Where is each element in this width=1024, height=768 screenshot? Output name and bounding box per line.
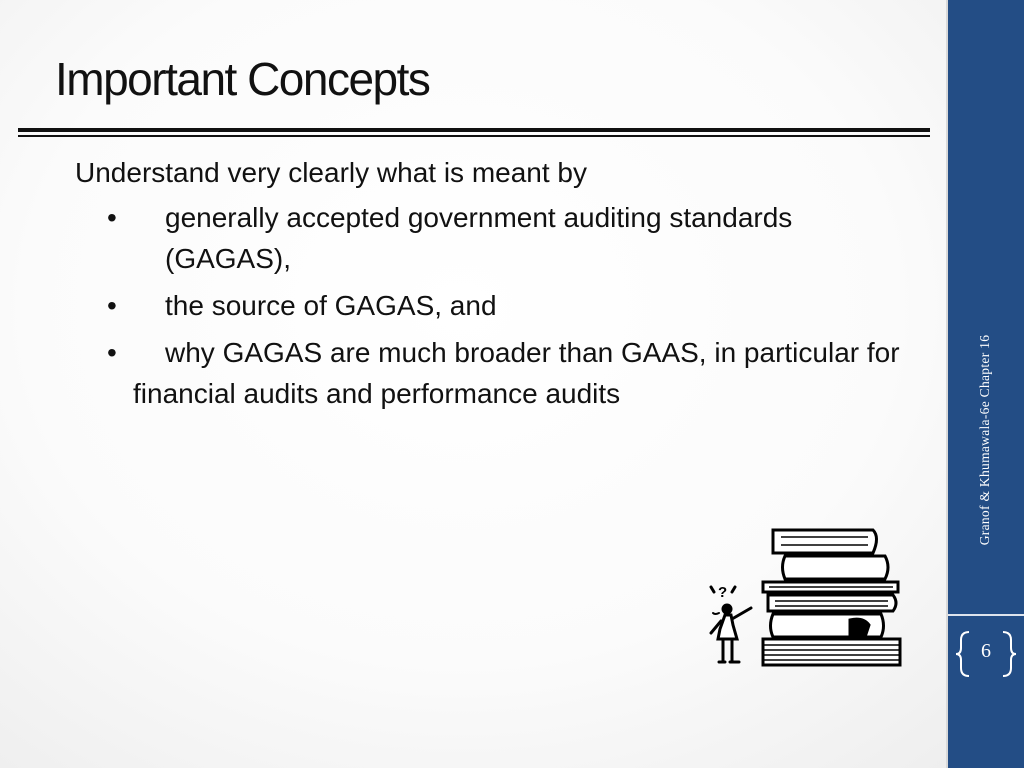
- book-stack-icon: [763, 530, 900, 665]
- questioning-person-icon: [711, 584, 751, 662]
- bullet-item: [75, 332, 905, 414]
- bullet-dot: •: [107, 290, 117, 321]
- bullet-dot: •: [107, 337, 117, 368]
- bullet-item: [75, 197, 905, 279]
- title-divider-thin: [18, 135, 930, 137]
- intro-text: Understand very clearly what is meant by: [75, 157, 587, 188]
- books-and-questioning-person-icon: [703, 525, 903, 670]
- page-number: 6: [981, 640, 991, 662]
- bullet-text: why GAGAS are much broader than GAAS, in particular for financial audits and performance audits: [133, 337, 900, 409]
- title-divider-thick: [18, 128, 930, 132]
- question-mark: ?: [718, 584, 728, 601]
- slide-title: Important Concepts: [55, 53, 430, 105]
- bullet-text: generally accepted government auditing standards (GAGAS),: [165, 202, 793, 274]
- footer-text: Granof & Khumawala-6e Chapter 16: [977, 334, 992, 546]
- bullet-dot: •: [107, 202, 117, 233]
- slide-body: [75, 152, 905, 420]
- bullet-item: [75, 285, 905, 326]
- bullet-text: the source of GAGAS, and: [165, 290, 497, 321]
- page-number-divider: [948, 614, 1024, 616]
